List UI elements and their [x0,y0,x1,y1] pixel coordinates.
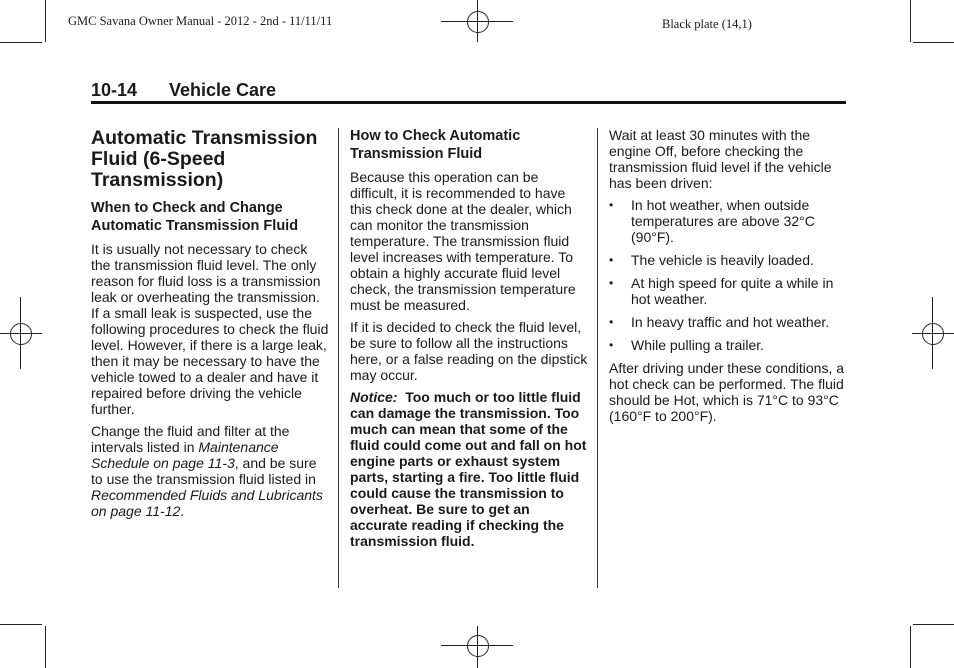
header-rule [91,101,846,104]
article-title: Automatic Transmission Fluid (6-Speed Transmission) [91,127,318,191]
document-info: GMC Savana Owner Manual - 2012 - 2nd - 11/11/11 [68,14,333,28]
column-divider [597,128,598,588]
bullet-icon: • [609,276,614,290]
column-3 [609,127,849,430]
paragraph: Wait at least 30 minutes with the engine Off, before checking the transmission fluid level if the vehicle has been driven: [609,127,832,191]
notice-label: Notice: [350,389,398,405]
column-divider [338,128,339,588]
list-item: • The vehicle is heavily loaded. [609,252,814,268]
notice [350,389,588,549]
paragraph: It is usually not necessary to check the transmission fluid level. The only reason for fluid loss is a transmission leak or overheating the transmission. If a small leak is suspected, use the following procedures to check the fluid level. However, if there is a large leak, then it may be necessary to have the vehicle towed to a dealer and have it repaired before driving the vehicle further. [91,241,329,417]
subheading: How to Check Automatic Transmission Fluid [350,128,521,162]
section-title: Vehicle Care [169,80,277,100]
bullet-icon: • [609,315,614,329]
paragraph: After driving under these conditions, a hot check can be performed. The fluid should be Hot, which is 71°C to 93°C (160°F to 200°F). [609,360,845,424]
paragraph: If it is decided to check the fluid level, be sure to follow all the instructions here, or a false reading on the dipstick may occur. [350,319,588,383]
bullet-list [609,197,849,353]
list-item: • At high speed for quite a while in hot weather. [609,275,834,307]
cross-reference-link[interactable]: Recommended Fluids and Lubricants on page 11-12 [91,487,323,519]
section-number: 10-14 [91,80,138,100]
column-1 [91,128,329,525]
list-item: • In hot weather, when outside temperatures are above 32°C (90°F). [609,197,815,245]
list-item: • In heavy traffic and hot weather. [609,314,830,330]
bullet-icon: • [609,198,614,212]
paragraph: Because this operation can be difficult, it is recommended to have this check done at the dealer, which can monitor the transmission temperature. The transmission fluid level increases with temperature. To obtain a highly accurate fluid level check, the transmission temperature must be measured. [350,169,576,313]
column-2 [350,127,588,555]
list-item: • While pulling a trailer. [609,337,765,353]
section-header [91,80,276,101]
plate-info: Black plate (14,1) [662,17,752,31]
notice-text: Too much or too little fluid can damage the transmission. Too much can mean that some of the fluid could come out and fall on hot engine parts or exhaust system parts, starting a fire. Too little fluid could cause the transmission to overheat. Be sure to get an accurate reading if checking the transmission fluid. [350,389,587,549]
subheading: When to Check and Change Automatic Transmission Fluid [91,200,299,234]
bullet-icon: • [609,253,614,267]
cross-reference-link[interactable]: Maintenance Schedule on page 11-3 [91,439,279,471]
paragraph: Change the fluid and filter at the intervals listed in Maintenance Schedule on page 11-3, and be sure to use the transmission fluid listed in Recommended Fluids and Lubricants on page 11-12. [91,423,323,519]
bullet-icon: • [609,338,614,352]
